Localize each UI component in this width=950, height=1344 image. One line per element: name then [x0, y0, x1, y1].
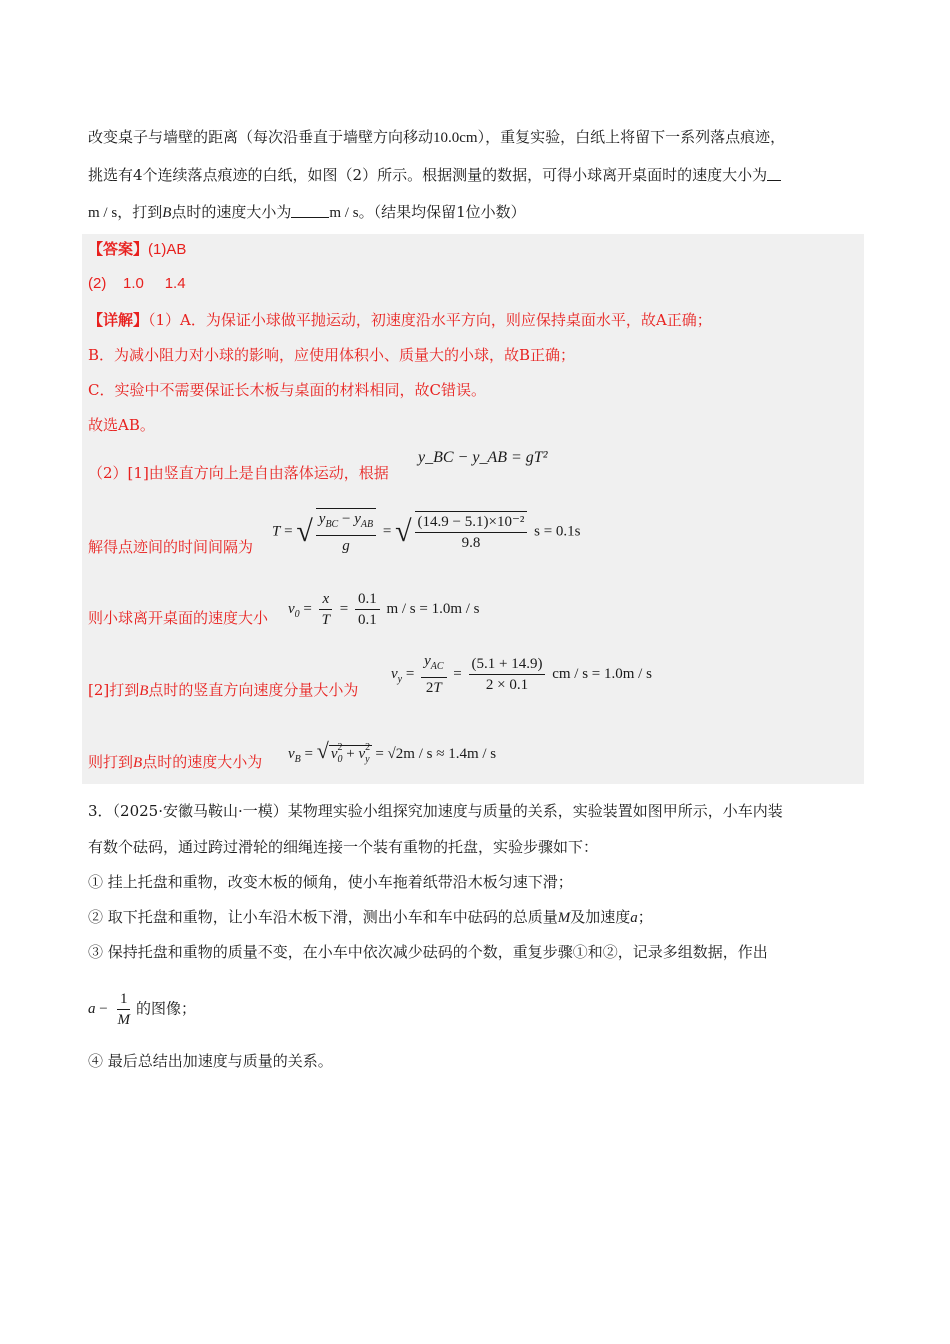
- intro-text-1b: ），重复实验，白纸上将留下一系列落点痕迹，: [477, 128, 786, 146]
- formula-f4-num: (5.1 + 14.9): [469, 654, 546, 675]
- intro-distance-value: 10.0cm: [433, 130, 478, 146]
- detail-text-3: C．实验中不需要保证长木板与桌面的材料相同，故C错误。: [88, 381, 486, 399]
- answer-part2-value-1: 1.0: [123, 275, 144, 292]
- detail-text-1: （1）A．为保证小球做平抛运动，初速度沿水平方向，则应保持桌面水平，故A正确；: [148, 311, 712, 329]
- formula-f4-den: 2 × 0.1: [485, 677, 529, 693]
- unit-1: m / s: [88, 205, 118, 221]
- answer-blank-2[interactable]: [291, 203, 329, 218]
- detail-tag: 【详解】: [88, 311, 149, 329]
- detail-text-5: （2）[1]由竖直方向上是自由落体运动，根据: [88, 464, 389, 482]
- question3-step-3: [88, 941, 864, 963]
- question3-accel-symbol: a: [630, 910, 638, 926]
- question3-step2-text-b: 及加速度: [570, 908, 631, 926]
- formula-a-1-over-m: a − $\frac{1}{M}$: [88, 991, 130, 1028]
- question3-line-1: [88, 800, 864, 822]
- detail-text-6: 解得点迹间的时间间隔为: [88, 538, 254, 556]
- question3-step3-text: ③ 保持托盘和重物的质量不变，在小车中依次减少砝码的个数，重复步骤①和②，记录多组数据，作出: [88, 943, 768, 961]
- intro-line-1: [88, 119, 785, 156]
- question3-text-2: 有数个砝码，通过跨过滑轮的细绳连接一个装有重物的托盘，实验步骤如下：: [88, 838, 599, 856]
- question3-step-3-graph: [88, 989, 864, 1030]
- formula-f2-num: (14.9 − 5.1)×10⁻²: [415, 512, 528, 533]
- formula-f3-num2: 0.1: [355, 589, 380, 610]
- detail-line-8: [88, 679, 358, 702]
- formula-f3-num1: x: [319, 589, 332, 610]
- formula-f2-result: s = 0.1s: [534, 523, 581, 540]
- formula-vb: $v_B$ = √ $v^2_0 + v^2_y = √2m / s \approx 1.4m / s$: [288, 738, 497, 765]
- detail-text-8b: 点时的竖直方向速度分量大小为: [148, 681, 359, 699]
- detail-line-2: [88, 344, 575, 366]
- detail-text-9b: 点时的速度大小为: [142, 753, 263, 771]
- detail-text-8a: [2]打到: [88, 681, 140, 699]
- unit-2: m / s: [329, 205, 359, 221]
- question3-step-1: [88, 871, 864, 893]
- question3-step-4: [88, 1050, 864, 1072]
- answer-part1: (1)AB: [148, 241, 187, 258]
- intro-text-2: 挑选有4个连续落点痕迹的白纸，如图（2）所示。根据测量的数据，可得小球离开桌面时的速度大小为: [88, 166, 768, 184]
- formula-vy: $v_y$ = $\frac{y_{AC}}{2T}$ = $\frac{(5.1 + 14.9)}{2 \times 0.1}$ cm / s = 1.0m / s: [391, 653, 652, 696]
- detail-text-7: 则小球离开桌面的速度大小: [88, 609, 269, 627]
- answer-tag: 【答案】: [88, 240, 149, 258]
- question3-line-2: [88, 836, 864, 858]
- intro-text-3b: 点时的速度大小为: [171, 203, 292, 221]
- formula-f5-result: = √2m / s ≈ 1.4m / s: [375, 746, 497, 762]
- formula-period: T = √ $\frac{y_{BC} - y_{AB}}{g}$ = √ $\frac{\text{(14.9 − 5.1)×10⁻²}}{9.8}$ s = 0.1s: [272, 508, 581, 558]
- answer-line: [88, 238, 186, 261]
- question3-step2-text-c: ；: [637, 908, 653, 926]
- intro-text-1a: 改变桌子与墙壁的距离（每次沿垂直于墙壁方向移动: [88, 128, 434, 146]
- question3-mass-symbol: M: [557, 910, 571, 926]
- answer-part2-label: (2): [88, 275, 107, 292]
- answer-part2-value-2: 1.4: [164, 275, 186, 292]
- detail-line-4: [88, 414, 155, 436]
- question3-text-1: 3．（2025·安徽马鞍山·一模）某物理实验小组探究加速度与质量的关系，实验装置如图甲所示，小车内装: [88, 802, 783, 820]
- answer-part2-line: [88, 273, 186, 295]
- detail-line-7: [88, 607, 268, 629]
- detail-point-b-2: B: [133, 755, 143, 771]
- question3-step1-text: ① 挂上托盘和重物，改变木板的倾角，使小车拖着纸带沿木板匀速下滑；: [88, 873, 573, 891]
- intro-line-3: [88, 194, 526, 231]
- formula-f3-den1: T: [321, 612, 330, 628]
- point-b-label: B: [162, 205, 172, 221]
- detail-line-6: [88, 536, 253, 558]
- formula-f4-result: cm / s = 1.0m / s: [552, 665, 652, 682]
- detail-line-1: [88, 309, 712, 331]
- detail-line-9: [88, 751, 262, 774]
- formula-v0: $v_0$ = $\frac{x}{T}$ = $\frac{0.1}{0.1}$ m / s = 1.0m / s: [288, 591, 480, 628]
- question3-step3-graph-text: 的图像；: [135, 999, 196, 1018]
- question3-step2-text-a: ② 取下托盘和重物，让小车沿木板下滑，测出小车和车中砝码的总质量: [88, 908, 558, 926]
- detail-line-5: [88, 462, 389, 484]
- formula-f2-den: 9.8: [461, 535, 481, 551]
- intro-line-2: [88, 157, 781, 193]
- detail-point-b-1: B: [139, 683, 149, 699]
- question3-step4-text: ④ 最后总结出加速度与质量的关系。: [88, 1052, 333, 1070]
- formula-f3-den2: 0.1: [357, 612, 377, 628]
- detail-text-9a: 则打到: [88, 753, 134, 771]
- detail-text-4: 故选AB。: [88, 416, 155, 434]
- question3-step-2: [88, 906, 864, 929]
- intro-text-3a: ，打到: [117, 203, 163, 221]
- formula-f3-result: m / s = 1.0m / s: [386, 600, 480, 617]
- formula-f1: y_BC − y_AB = gT²: [418, 449, 548, 466]
- formula-free-fall: [418, 449, 547, 467]
- detail-text-2: B．为减小阻力对小球的影响，应使用体积小、质量大的小球，故B正确；: [88, 346, 576, 364]
- detail-line-3: [88, 379, 486, 401]
- answer-blank-1[interactable]: [767, 166, 781, 181]
- intro-text-3c: 。（结果均保留1位小数）: [358, 203, 526, 221]
